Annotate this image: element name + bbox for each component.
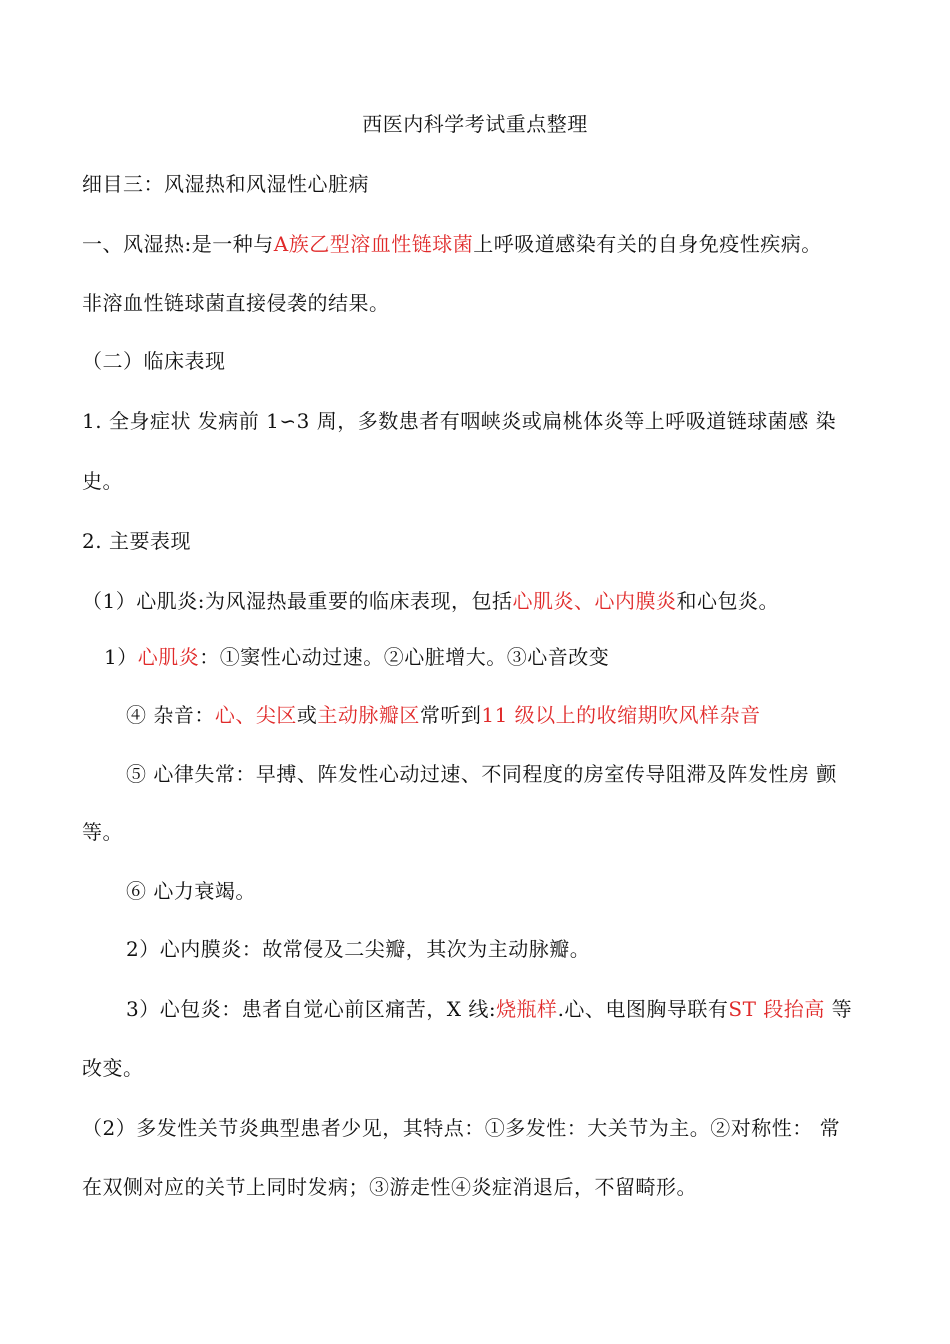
myocarditis-num: 1）: [104, 645, 138, 669]
endocarditis-line: 2）心内膜炎：故常侵及二尖瓣，其次为主动脉瓣。: [126, 937, 591, 961]
carditis-text: （1）心肌炎:为风湿热最重要的临床表现，包括: [82, 589, 513, 613]
definition-line-2: 非溶血性链球菌直接侵袭的结果。: [82, 291, 390, 315]
definition-text: 一、风湿热:是一种与: [82, 232, 274, 256]
carditis-text-cont: 和心包炎。: [676, 589, 779, 613]
main-heading: 2. 主要表现: [82, 529, 191, 553]
highlight-murmur: 11 级以上的收缩期吹风样杂音: [481, 703, 761, 727]
definition-text-cont: 上呼吸道感染有关的自身免疫性疾病。: [473, 232, 822, 256]
highlight-carditis: 心肌炎、心内膜炎: [512, 589, 677, 613]
pericarditis-ecg: .心、电图胸导联有: [557, 997, 729, 1021]
highlight-st-elevation: ST 段抬高: [728, 997, 825, 1021]
murmur-line: [126, 701, 761, 729]
myocarditis-line: [104, 643, 609, 671]
highlight-apex: 心、尖区: [214, 703, 297, 727]
pericarditis-etc: 等: [824, 997, 853, 1021]
murmur-or: 或: [296, 703, 318, 727]
myocarditis-text: ：①窦性心动过速。②心脏增大。③心音改变: [199, 645, 610, 669]
arthritis-line-2: 在双侧对应的关节上同时发病；③游走性④炎症消退后，不留畸形。: [82, 1175, 697, 1199]
highlight-aortic: 主动脉瓣区: [317, 703, 420, 727]
arthritis-line-1: （2）多发性关节炎典型患者少见，其特点：①多发性：大关节为主。②对称性： 常: [82, 1116, 841, 1140]
arrhythmia-line-2: 等。: [82, 820, 123, 844]
murmur-label: ④ 杂音：: [126, 703, 215, 727]
pericarditis-line-2: 改变。: [82, 1056, 144, 1080]
section-heading: 细目三：风湿热和风湿性心脏病: [82, 172, 369, 196]
highlight-streptococcus: A族乙型溶血性链球菌: [273, 232, 474, 256]
arrhythmia-line-1: ⑤ 心律失常：早搏、阵发性心动过速、不同程度的房室传导阻滞及阵发性房 颤: [126, 762, 837, 786]
symptom-line-1: 1. 全身症状 发病前 1∽3 周，多数患者有咽峡炎或扁桃体炎等上呼吸道链球菌感 染: [82, 409, 837, 433]
carditis-line: [82, 587, 779, 615]
pericarditis-line-1: [126, 995, 852, 1023]
symptom-line-2: 史。: [82, 469, 123, 493]
document-title: 西医内科学考试重点整理: [362, 112, 588, 136]
murmur-text: 常听到: [419, 703, 482, 727]
highlight-myocarditis: 心肌炎: [137, 645, 200, 669]
heart-failure-line: ⑥ 心力衰竭。: [126, 879, 256, 903]
definition-line-1: [82, 230, 822, 258]
highlight-flask: 烧瓶样: [496, 997, 558, 1021]
clinical-heading: （二）临床表现: [82, 349, 226, 373]
pericarditis-text: 3）心包炎：患者自觉心前区痛苦，X 线:: [126, 997, 497, 1021]
